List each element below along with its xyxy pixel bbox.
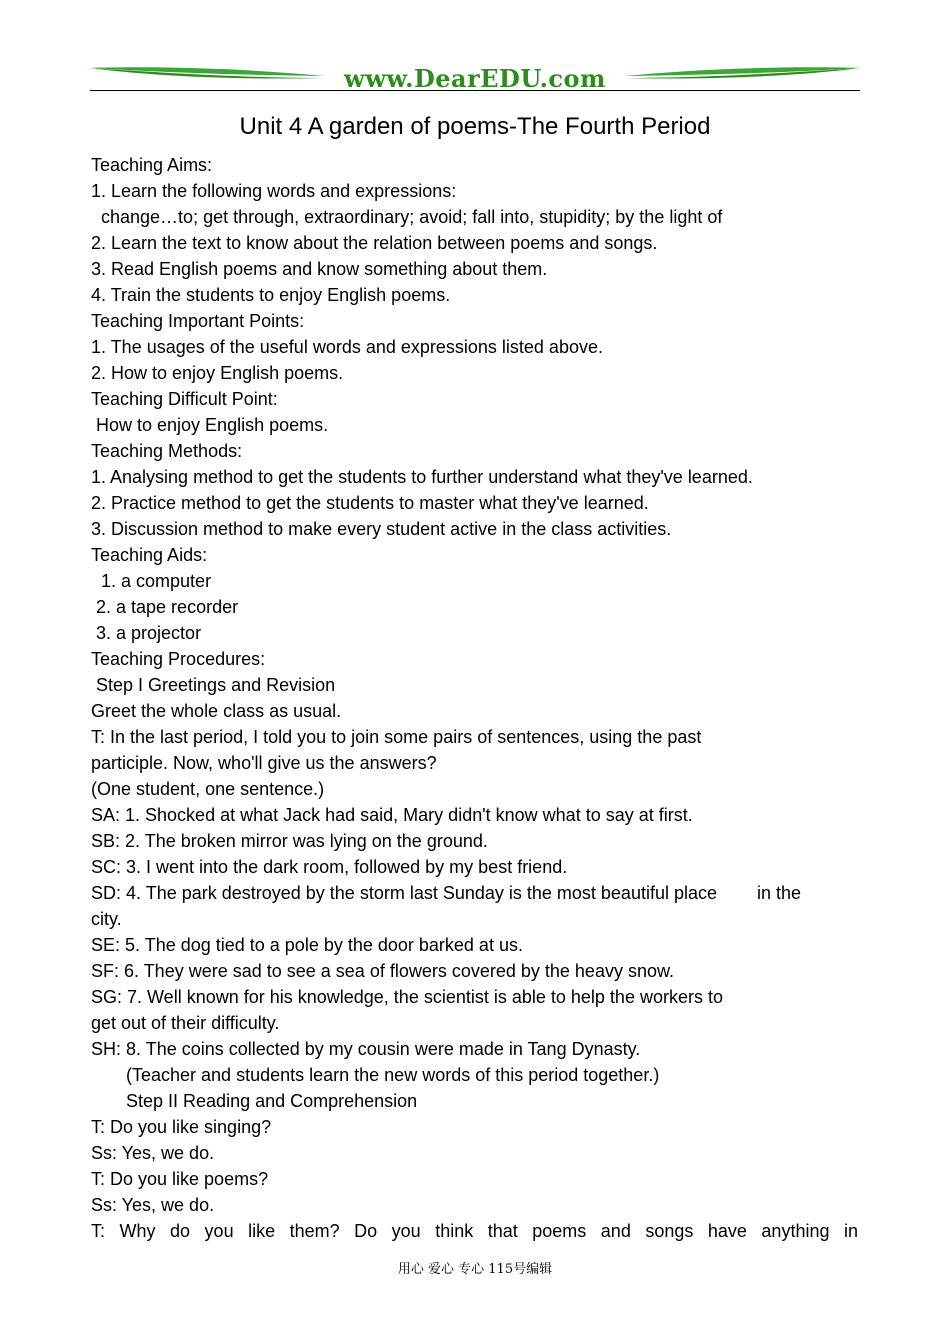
- body-line: participle. Now, who'll give us the answers?: [91, 753, 437, 773]
- body-line: SB: 2. The broken mirror was lying on the ground.: [91, 831, 488, 851]
- body-line: 3. Read English poems and know something about them.: [91, 259, 548, 279]
- body-line: (Teacher and students learn the new words of this period together.): [91, 1065, 660, 1085]
- body-line: 3. a projector: [91, 623, 202, 643]
- site-logo-text: www.DearEDU.com: [344, 64, 606, 93]
- body-line: 1. The usages of the useful words and expressions listed above.: [91, 337, 603, 357]
- body-line: (One student, one sentence.): [91, 779, 325, 799]
- page-footer: 用心 爱心 专心 115号编辑: [397, 1262, 553, 1277]
- body-line: Ss: Yes, we do.: [91, 1143, 215, 1163]
- body-line: SE: 5. The dog tied to a pole by the door barked at us.: [91, 935, 523, 955]
- body-line: 3. Discussion method to make every student active in the class activities.: [91, 519, 672, 539]
- body-line: Teaching Procedures:: [91, 649, 266, 669]
- body-line: How to enjoy English poems.: [91, 415, 329, 435]
- body-line: T: Do you like singing?: [91, 1117, 272, 1137]
- header-divider: [90, 90, 860, 91]
- body-line: Teaching Important Points:: [91, 311, 305, 331]
- body-line: 1. Learn the following words and expressions:: [91, 181, 457, 201]
- body-line: Ss: Yes, we do.: [91, 1195, 215, 1215]
- body-line: Greet the whole class as usual.: [91, 701, 342, 721]
- body-line: SD: 4. The park destroyed by the storm last Sunday is the most beautiful place in the: [91, 883, 802, 903]
- body-line: Step II Reading and Comprehension: [91, 1091, 418, 1111]
- body-line: change…to; get through, extraordinary; avoid; fall into, stupidity; by the light of: [91, 207, 723, 227]
- body-line: SA: 1. Shocked at what Jack had said, Mary didn't know what to say at first.: [91, 805, 693, 825]
- body-line: Teaching Difficult Point:: [91, 389, 278, 409]
- body-line: SF: 6. They were sad to see a sea of flowers covered by the heavy snow.: [91, 961, 674, 981]
- document-title: Unit 4 A garden of poems-The Fourth Period: [239, 113, 711, 140]
- body-line: Teaching Methods:: [91, 441, 243, 461]
- body-line: 2. a tape recorder: [91, 597, 239, 617]
- body-line: T: In the last period, I told you to join some pairs of sentences, using the past: [91, 727, 702, 747]
- body-line: Step I Greetings and Revision: [91, 675, 336, 695]
- body-line: 4. Train the students to enjoy English poems.: [91, 285, 451, 305]
- body-line: 2. How to enjoy English poems.: [91, 363, 344, 383]
- body-line: 1. Analysing method to get the students to further understand what they've learned.: [91, 467, 753, 487]
- body-line: 1. a computer: [91, 571, 212, 591]
- body-line: T: Why do you like them? Do you think that poems and songs have anything in: [91, 1221, 858, 1241]
- body-line: Teaching Aims:: [91, 155, 213, 175]
- body-line: city.: [91, 909, 122, 929]
- body-line: SH: 8. The coins collected by my cousin were made in Tang Dynasty.: [91, 1039, 641, 1059]
- body-line: 2. Learn the text to know about the relation between poems and songs.: [91, 233, 658, 253]
- body-line: Teaching Aids:: [91, 545, 208, 565]
- document-body: [91, 152, 858, 1244]
- body-line: get out of their difficulty.: [91, 1013, 280, 1033]
- body-line: SC: 3. I went into the dark room, followed by my best friend.: [91, 857, 568, 877]
- body-line: T: Do you like poems?: [91, 1169, 269, 1189]
- body-line: 2. Practice method to get the students to master what they've learned.: [91, 493, 649, 513]
- body-line: SG: 7. Well known for his knowledge, the scientist is able to help the workers to: [91, 987, 723, 1007]
